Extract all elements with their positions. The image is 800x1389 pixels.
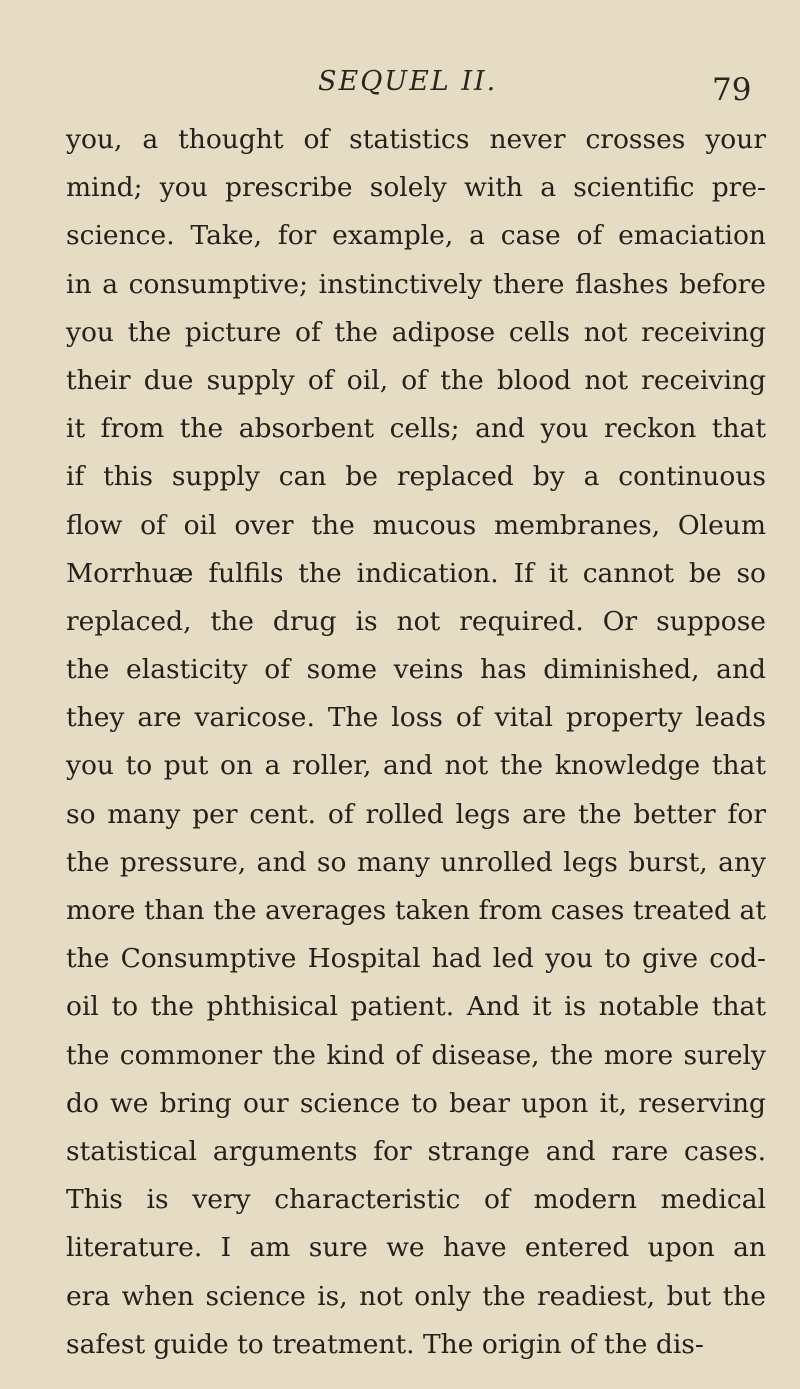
text-line: they are varicose. The loss of vital property leads [66,702,766,734]
text-line: you, a thought of statistics never crosses your [66,124,766,155]
text-line: This is very characteristic of modern medical [66,1184,766,1216]
text-line: the Consumptive Hospital had led you to give cod- [66,943,766,975]
text-line: their due supply of oil, of the blood not receiving [66,364,766,396]
text-line: if this supply can be replaced by a continuous [66,461,766,493]
text-line: it from the absorbent cells; and you reckon that [66,413,766,445]
text-line: oil to the phthisical patient. And it is notable that [66,991,766,1023]
text-line: mind; you prescribe solely with a scientific pre- [66,172,766,204]
page-number: 79 [712,72,752,108]
running-title: SEQUEL II. [318,66,498,97]
text-line: the commoner the kind of disease, the more surely [66,1039,766,1071]
text-line: Morrhuæ fulfils the indication. If it cannot be so [66,557,766,589]
text-line: science. Take, for example, a case of emaciation [66,220,766,252]
text-line: statistical arguments for strange and rare cases. [66,1135,766,1167]
text-line: more than the averages taken from cases treated at [66,895,766,926]
text-line: replaced, the drug is not required. Or suppose [66,605,766,637]
text-line: the elasticity of some veins has diminished, and [66,654,766,686]
text-line: literature. I am sure we have entered upon an [66,1232,766,1264]
text-line: era when science is, not only the readiest, but the [66,1280,766,1312]
text-line: do we bring our science to bear upon it, reserving [66,1087,766,1119]
text-line: safest guide to treatment. The origin of the dis- [66,1328,704,1360]
body-text [66,116,766,1369]
running-head [0,66,800,106]
text-line: you to put on a roller, and not the knowledge that [66,750,766,782]
text-line: flow of oil over the mucous membranes, Oleum [66,509,766,541]
text-line: the pressure, and so many unrolled legs burst, any [66,846,766,878]
text-line: in a consumptive; instinctively there flashes before [66,268,766,300]
text-line: so many per cent. of rolled legs are the better for [66,798,766,830]
text-line: you the picture of the adipose cells not receiving [66,316,766,348]
